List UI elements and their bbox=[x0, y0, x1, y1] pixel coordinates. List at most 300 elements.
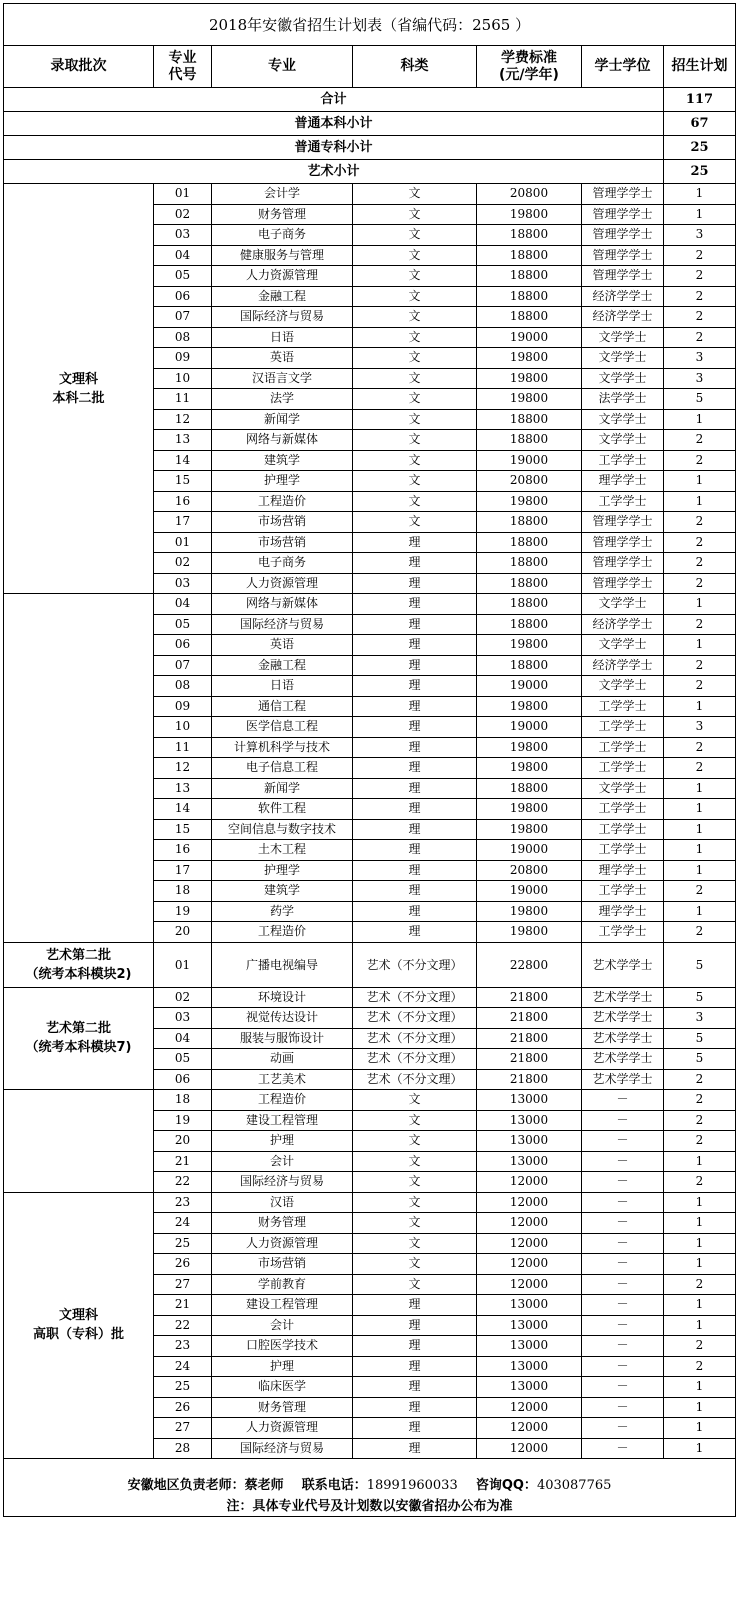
subject-type-cell: 艺术（不分文理） bbox=[353, 1070, 477, 1091]
plan-count-cell: 1 bbox=[664, 1193, 735, 1214]
degree-cell: － bbox=[582, 1316, 664, 1337]
tuition-cell: 19800 bbox=[477, 799, 582, 820]
major-name-cell: 电子信息工程 bbox=[212, 758, 353, 779]
degree-cell: － bbox=[582, 1254, 664, 1275]
tuition-cell: 13000 bbox=[477, 1131, 582, 1152]
major-name-cell: 动画 bbox=[212, 1049, 353, 1070]
tuition-cell: 20800 bbox=[477, 184, 582, 205]
degree-cell: 工学学士 bbox=[582, 738, 664, 759]
subject-type-cell: 理 bbox=[353, 1357, 477, 1378]
plan-count-cell: 1 bbox=[664, 492, 735, 513]
major-name-cell: 电子商务 bbox=[212, 225, 353, 246]
degree-cell: － bbox=[582, 1439, 664, 1460]
major-code-cell: 17 bbox=[154, 861, 212, 882]
degree-cell: 工学学士 bbox=[582, 697, 664, 718]
tuition-cell: 13000 bbox=[477, 1152, 582, 1173]
major-name-cell: 工艺美术 bbox=[212, 1070, 353, 1091]
subject-type-cell: 理 bbox=[353, 553, 477, 574]
major-code-cell: 24 bbox=[154, 1213, 212, 1234]
subject-type-cell: 理 bbox=[353, 840, 477, 861]
major-code-cell: 03 bbox=[154, 574, 212, 595]
major-code-cell: 16 bbox=[154, 492, 212, 513]
degree-cell: － bbox=[582, 1357, 664, 1378]
major-code-cell: 04 bbox=[154, 246, 212, 267]
plan-count-cell: 3 bbox=[664, 225, 735, 246]
major-code-cell: 02 bbox=[154, 988, 212, 1009]
tuition-cell: 12000 bbox=[477, 1193, 582, 1214]
subject-type-cell: 文 bbox=[353, 512, 477, 533]
subject-type-cell: 理 bbox=[353, 881, 477, 902]
tuition-cell: 18800 bbox=[477, 656, 582, 677]
plan-count-cell: 3 bbox=[664, 348, 735, 369]
degree-cell: 法学学士 bbox=[582, 389, 664, 410]
tuition-cell: 12000 bbox=[477, 1275, 582, 1296]
major-code-cell: 01 bbox=[154, 533, 212, 554]
major-name-cell: 电子商务 bbox=[212, 553, 353, 574]
degree-cell: 管理学学士 bbox=[582, 205, 664, 226]
subject-type-cell: 文 bbox=[353, 471, 477, 492]
batch-cell: 艺术第二批 （统考本科模块2) bbox=[4, 943, 154, 988]
plan-count-cell: 2 bbox=[664, 676, 735, 697]
header-degree: 学士学位 bbox=[582, 46, 664, 88]
header-major: 专业 bbox=[212, 46, 353, 88]
subject-type-cell: 文 bbox=[353, 389, 477, 410]
tuition-cell: 19800 bbox=[477, 697, 582, 718]
subject-type-cell: 艺术（不分文理） bbox=[353, 988, 477, 1009]
subject-type-cell: 文 bbox=[353, 266, 477, 287]
major-code-cell: 28 bbox=[154, 1439, 212, 1460]
subject-type-cell: 理 bbox=[353, 1398, 477, 1419]
subject-type-cell: 文 bbox=[353, 1090, 477, 1111]
major-code-cell: 04 bbox=[154, 1029, 212, 1050]
batch-cell bbox=[4, 1090, 154, 1193]
degree-cell: － bbox=[582, 1131, 664, 1152]
major-name-cell: 工程造价 bbox=[212, 492, 353, 513]
tuition-cell: 19000 bbox=[477, 451, 582, 472]
admission-plan-table bbox=[3, 3, 736, 1517]
major-code-cell: 21 bbox=[154, 1295, 212, 1316]
plan-count-cell: 1 bbox=[664, 779, 735, 800]
tuition-cell: 19800 bbox=[477, 369, 582, 390]
summary-total bbox=[4, 88, 735, 112]
major-code-cell: 02 bbox=[154, 553, 212, 574]
subject-type-cell: 理 bbox=[353, 697, 477, 718]
degree-cell: 管理学学士 bbox=[582, 266, 664, 287]
major-name-cell: 空间信息与数字技术 bbox=[212, 820, 353, 841]
major-code-cell: 07 bbox=[154, 656, 212, 677]
major-code-cell: 25 bbox=[154, 1234, 212, 1255]
subject-type-cell: 文 bbox=[353, 1213, 477, 1234]
tuition-cell: 19800 bbox=[477, 205, 582, 226]
degree-cell: － bbox=[582, 1336, 664, 1357]
major-name-cell: 汉语 bbox=[212, 1193, 353, 1214]
major-code-cell: 27 bbox=[154, 1418, 212, 1439]
degree-cell: 艺术学学士 bbox=[582, 1070, 664, 1091]
batch-cell bbox=[4, 594, 154, 943]
subject-type-cell: 文 bbox=[353, 287, 477, 308]
tuition-cell: 13000 bbox=[477, 1357, 582, 1378]
tuition-cell: 19800 bbox=[477, 758, 582, 779]
tuition-cell: 18800 bbox=[477, 225, 582, 246]
plan-count-cell: 2 bbox=[664, 246, 735, 267]
major-name-cell: 通信工程 bbox=[212, 697, 353, 718]
plan-count-cell: 1 bbox=[664, 594, 735, 615]
degree-cell: 工学学士 bbox=[582, 799, 664, 820]
major-code-cell: 12 bbox=[154, 410, 212, 431]
major-name-cell: 日语 bbox=[212, 676, 353, 697]
plan-count-cell: 1 bbox=[664, 184, 735, 205]
summary-label: 合计 bbox=[4, 88, 664, 111]
degree-cell: 艺术学学士 bbox=[582, 1049, 664, 1070]
plan-count-cell: 2 bbox=[664, 922, 735, 943]
major-name-cell: 建筑学 bbox=[212, 451, 353, 472]
plan-count-cell: 2 bbox=[664, 1111, 735, 1132]
major-code-cell: 20 bbox=[154, 1131, 212, 1152]
major-code-cell: 09 bbox=[154, 348, 212, 369]
subject-type-cell: 理 bbox=[353, 738, 477, 759]
major-name-cell: 建设工程管理 bbox=[212, 1295, 353, 1316]
tuition-cell: 13000 bbox=[477, 1111, 582, 1132]
plan-count-cell: 1 bbox=[664, 205, 735, 226]
major-name-cell: 临床医学 bbox=[212, 1377, 353, 1398]
plan-count-cell: 1 bbox=[664, 799, 735, 820]
qq-number: 403087765 bbox=[536, 1478, 612, 1493]
plan-count-cell: 2 bbox=[664, 328, 735, 349]
degree-cell: － bbox=[582, 1111, 664, 1132]
plan-count-cell: 2 bbox=[664, 881, 735, 902]
tuition-cell: 18800 bbox=[477, 307, 582, 328]
subject-type-cell: 文 bbox=[353, 1234, 477, 1255]
tuition-cell: 18800 bbox=[477, 430, 582, 451]
subject-type-cell: 文 bbox=[353, 225, 477, 246]
tuition-cell: 13000 bbox=[477, 1377, 582, 1398]
degree-cell: － bbox=[582, 1090, 664, 1111]
major-name-cell: 国际经济与贸易 bbox=[212, 1172, 353, 1193]
degree-cell: 文学学士 bbox=[582, 635, 664, 656]
major-code-cell: 10 bbox=[154, 717, 212, 738]
degree-cell: 工学学士 bbox=[582, 758, 664, 779]
major-code-cell: 15 bbox=[154, 820, 212, 841]
plan-count-cell: 2 bbox=[664, 1336, 735, 1357]
major-name-cell: 财务管理 bbox=[212, 1213, 353, 1234]
subject-type-cell: 文 bbox=[353, 492, 477, 513]
major-name-cell: 市场营销 bbox=[212, 533, 353, 554]
major-code-cell: 06 bbox=[154, 635, 212, 656]
major-code-cell: 04 bbox=[154, 594, 212, 615]
tuition-cell: 19800 bbox=[477, 492, 582, 513]
tuition-cell: 19800 bbox=[477, 902, 582, 923]
major-code-cell: 21 bbox=[154, 1152, 212, 1173]
major-name-cell: 市场营销 bbox=[212, 512, 353, 533]
tuition-cell: 12000 bbox=[477, 1172, 582, 1193]
plan-count-cell: 2 bbox=[664, 451, 735, 472]
major-name-cell: 工程造价 bbox=[212, 922, 353, 943]
tuition-cell: 13000 bbox=[477, 1336, 582, 1357]
major-code-cell: 20 bbox=[154, 922, 212, 943]
contact-footer bbox=[4, 1467, 735, 1516]
major-name-cell: 广播电视编导 bbox=[212, 943, 353, 988]
plan-count-cell: 1 bbox=[664, 1295, 735, 1316]
degree-cell: 工学学士 bbox=[582, 840, 664, 861]
teacher-label: 安徽地区负责老师：蔡老师 bbox=[127, 1478, 284, 1493]
major-code-cell: 25 bbox=[154, 1377, 212, 1398]
summary-value: 117 bbox=[685, 92, 714, 107]
plan-count-cell: 1 bbox=[664, 1316, 735, 1337]
subject-type-cell: 理 bbox=[353, 656, 477, 677]
header-plan: 招生计划 bbox=[664, 46, 735, 88]
tuition-cell: 19800 bbox=[477, 738, 582, 759]
plan-count-cell: 1 bbox=[664, 861, 735, 882]
footer-note: 注：具体专业代号及计划数以安徽省招办公布为准 bbox=[226, 1499, 513, 1514]
qq-label: 咨询QQ： bbox=[475, 1478, 537, 1493]
degree-cell: 经济学学士 bbox=[582, 287, 664, 308]
major-code-cell: 24 bbox=[154, 1357, 212, 1378]
subject-type-cell: 理 bbox=[353, 533, 477, 554]
subject-type-cell: 理 bbox=[353, 820, 477, 841]
major-name-cell: 人力资源管理 bbox=[212, 1234, 353, 1255]
plan-count-cell: 2 bbox=[664, 615, 735, 636]
subject-type-cell: 文 bbox=[353, 1152, 477, 1173]
degree-cell: 工学学士 bbox=[582, 820, 664, 841]
major-code-cell: 19 bbox=[154, 1111, 212, 1132]
degree-cell: － bbox=[582, 1193, 664, 1214]
tuition-cell: 18800 bbox=[477, 533, 582, 554]
plan-count-cell: 2 bbox=[664, 533, 735, 554]
tuition-cell: 12000 bbox=[477, 1439, 582, 1460]
tuition-cell: 18800 bbox=[477, 512, 582, 533]
contact-line bbox=[4, 1474, 735, 1493]
major-name-cell: 会计 bbox=[212, 1316, 353, 1337]
plan-count-cell: 3 bbox=[664, 717, 735, 738]
tuition-cell: 12000 bbox=[477, 1418, 582, 1439]
major-code-cell: 15 bbox=[154, 471, 212, 492]
plan-count-cell: 2 bbox=[664, 574, 735, 595]
major-code-cell: 16 bbox=[154, 840, 212, 861]
degree-cell: 管理学学士 bbox=[582, 184, 664, 205]
batch-cell: 艺术第二批 （统考本科模块7) bbox=[4, 988, 154, 1091]
major-code-cell: 12 bbox=[154, 758, 212, 779]
subject-type-cell: 艺术（不分文理） bbox=[353, 943, 477, 988]
major-code-cell: 26 bbox=[154, 1398, 212, 1419]
subject-type-cell: 理 bbox=[353, 1295, 477, 1316]
major-code-cell: 01 bbox=[154, 184, 212, 205]
phone-label: 联系电话： bbox=[301, 1478, 367, 1493]
major-name-cell: 药学 bbox=[212, 902, 353, 923]
summary-art bbox=[4, 160, 735, 184]
major-name-cell: 网络与新媒体 bbox=[212, 430, 353, 451]
subject-type-cell: 理 bbox=[353, 594, 477, 615]
tuition-cell: 12000 bbox=[477, 1398, 582, 1419]
degree-cell: － bbox=[582, 1234, 664, 1255]
major-name-cell: 财务管理 bbox=[212, 1398, 353, 1419]
major-name-cell: 土木工程 bbox=[212, 840, 353, 861]
plan-count-cell: 1 bbox=[664, 697, 735, 718]
tuition-cell: 21800 bbox=[477, 1029, 582, 1050]
subject-type-cell: 理 bbox=[353, 1336, 477, 1357]
tuition-cell: 18800 bbox=[477, 615, 582, 636]
major-name-cell: 医学信息工程 bbox=[212, 717, 353, 738]
major-name-cell: 健康服务与管理 bbox=[212, 246, 353, 267]
subject-type-cell: 理 bbox=[353, 1439, 477, 1460]
major-name-cell: 会计 bbox=[212, 1152, 353, 1173]
major-name-cell: 法学 bbox=[212, 389, 353, 410]
subject-type-cell: 理 bbox=[353, 717, 477, 738]
major-name-cell: 金融工程 bbox=[212, 287, 353, 308]
major-name-cell: 软件工程 bbox=[212, 799, 353, 820]
major-name-cell: 人力资源管理 bbox=[212, 266, 353, 287]
major-code-cell: 17 bbox=[154, 512, 212, 533]
degree-cell: 艺术学学士 bbox=[582, 1029, 664, 1050]
tuition-cell: 21800 bbox=[477, 1070, 582, 1091]
plan-count-cell: 2 bbox=[664, 266, 735, 287]
degree-cell: 管理学学士 bbox=[582, 574, 664, 595]
tuition-cell: 13000 bbox=[477, 1316, 582, 1337]
major-name-cell: 网络与新媒体 bbox=[212, 594, 353, 615]
summary-label: 普通本科小计 bbox=[4, 112, 664, 135]
major-code-cell: 14 bbox=[154, 799, 212, 820]
degree-cell: － bbox=[582, 1295, 664, 1316]
header-batch: 录取批次 bbox=[4, 46, 154, 88]
degree-cell: 文学学士 bbox=[582, 430, 664, 451]
major-name-cell: 建筑学 bbox=[212, 881, 353, 902]
plan-count-cell: 1 bbox=[664, 1377, 735, 1398]
subject-type-cell: 文 bbox=[353, 410, 477, 431]
plan-count-cell: 2 bbox=[664, 656, 735, 677]
degree-cell: 管理学学士 bbox=[582, 533, 664, 554]
subject-type-cell: 文 bbox=[353, 328, 477, 349]
subject-type-cell: 理 bbox=[353, 574, 477, 595]
plan-count-cell: 2 bbox=[664, 1275, 735, 1296]
tuition-cell: 19000 bbox=[477, 840, 582, 861]
summary-college bbox=[4, 136, 735, 160]
plan-count-cell: 2 bbox=[664, 758, 735, 779]
plan-count-cell: 2 bbox=[664, 1131, 735, 1152]
major-code-cell: 06 bbox=[154, 1070, 212, 1091]
summary-label: 普通专科小计 bbox=[4, 136, 664, 159]
tuition-cell: 18800 bbox=[477, 287, 582, 308]
major-code-cell: 05 bbox=[154, 615, 212, 636]
degree-cell: 工学学士 bbox=[582, 717, 664, 738]
major-code-cell: 06 bbox=[154, 287, 212, 308]
degree-cell: － bbox=[582, 1377, 664, 1398]
summary-value: 25 bbox=[690, 140, 709, 155]
major-name-cell: 视觉传达设计 bbox=[212, 1008, 353, 1029]
subject-type-cell: 艺术（不分文理） bbox=[353, 1029, 477, 1050]
tuition-cell: 12000 bbox=[477, 1234, 582, 1255]
major-name-cell: 新闻学 bbox=[212, 779, 353, 800]
major-name-cell: 英语 bbox=[212, 635, 353, 656]
subject-type-cell: 文 bbox=[353, 430, 477, 451]
major-name-cell: 护理 bbox=[212, 1131, 353, 1152]
subject-type-cell: 理 bbox=[353, 1418, 477, 1439]
degree-cell: 工学学士 bbox=[582, 451, 664, 472]
major-name-cell: 服装与服饰设计 bbox=[212, 1029, 353, 1050]
major-code-cell: 11 bbox=[154, 389, 212, 410]
tuition-cell: 18800 bbox=[477, 246, 582, 267]
plan-count-cell: 1 bbox=[664, 820, 735, 841]
plan-count-cell: 5 bbox=[664, 1029, 735, 1050]
tuition-cell: 12000 bbox=[477, 1254, 582, 1275]
subject-type-cell: 文 bbox=[353, 1275, 477, 1296]
subject-type-cell: 文 bbox=[353, 1131, 477, 1152]
plan-count-cell: 1 bbox=[664, 840, 735, 861]
tuition-cell: 18800 bbox=[477, 594, 582, 615]
major-name-cell: 人力资源管理 bbox=[212, 574, 353, 595]
degree-cell: 文学学士 bbox=[582, 779, 664, 800]
major-name-cell: 汉语言文学 bbox=[212, 369, 353, 390]
batch-cell: 文理科 高职（专科）批 bbox=[4, 1193, 154, 1460]
subject-type-cell: 理 bbox=[353, 861, 477, 882]
degree-cell: 工学学士 bbox=[582, 492, 664, 513]
major-name-cell: 人力资源管理 bbox=[212, 1418, 353, 1439]
plan-count-cell: 2 bbox=[664, 512, 735, 533]
tuition-cell: 19800 bbox=[477, 389, 582, 410]
degree-cell: － bbox=[582, 1213, 664, 1234]
tuition-cell: 19000 bbox=[477, 717, 582, 738]
major-code-cell: 23 bbox=[154, 1193, 212, 1214]
major-code-cell: 03 bbox=[154, 225, 212, 246]
major-code-cell: 14 bbox=[154, 451, 212, 472]
major-code-cell: 18 bbox=[154, 1090, 212, 1111]
degree-cell: 文学学士 bbox=[582, 594, 664, 615]
plan-count-cell: 1 bbox=[664, 1398, 735, 1419]
tuition-cell: 13000 bbox=[477, 1295, 582, 1316]
subject-type-cell: 理 bbox=[353, 1316, 477, 1337]
tuition-cell: 19000 bbox=[477, 881, 582, 902]
summary-label: 艺术小计 bbox=[4, 160, 664, 183]
table-title: 2018年安徽省招生计划表（省编代码：2565 ） bbox=[4, 4, 735, 46]
plan-count-cell: 2 bbox=[664, 1357, 735, 1378]
plan-count-cell: 3 bbox=[664, 369, 735, 390]
tuition-cell: 20800 bbox=[477, 861, 582, 882]
tuition-cell: 19800 bbox=[477, 348, 582, 369]
subject-type-cell: 文 bbox=[353, 307, 477, 328]
subject-type-cell: 文 bbox=[353, 369, 477, 390]
tuition-cell: 18800 bbox=[477, 266, 582, 287]
major-code-cell: 26 bbox=[154, 1254, 212, 1275]
degree-cell: － bbox=[582, 1418, 664, 1439]
degree-cell: 文学学士 bbox=[582, 369, 664, 390]
major-code-cell: 07 bbox=[154, 307, 212, 328]
major-code-cell: 13 bbox=[154, 430, 212, 451]
tuition-cell: 21800 bbox=[477, 1049, 582, 1070]
header-tuition: 学费标准 (元/学年) bbox=[477, 46, 582, 88]
major-name-cell: 财务管理 bbox=[212, 205, 353, 226]
major-name-cell: 计算机科学与技术 bbox=[212, 738, 353, 759]
major-name-cell: 市场营销 bbox=[212, 1254, 353, 1275]
summary-value: 67 bbox=[690, 116, 709, 131]
subject-type-cell: 理 bbox=[353, 902, 477, 923]
degree-cell: 经济学学士 bbox=[582, 656, 664, 677]
plan-count-cell: 1 bbox=[664, 410, 735, 431]
degree-cell: 管理学学士 bbox=[582, 225, 664, 246]
degree-cell: － bbox=[582, 1172, 664, 1193]
major-code-cell: 11 bbox=[154, 738, 212, 759]
header-subject: 科类 bbox=[353, 46, 477, 88]
degree-cell: 文学学士 bbox=[582, 676, 664, 697]
plan-count-cell: 2 bbox=[664, 738, 735, 759]
subject-type-cell: 文 bbox=[353, 1193, 477, 1214]
subject-type-cell: 文 bbox=[353, 246, 477, 267]
degree-cell: 工学学士 bbox=[582, 881, 664, 902]
plan-count-cell: 1 bbox=[664, 1213, 735, 1234]
subject-type-cell: 文 bbox=[353, 1172, 477, 1193]
summary-value: 25 bbox=[690, 164, 709, 179]
major-name-cell: 口腔医学技术 bbox=[212, 1336, 353, 1357]
summary-undergrad bbox=[4, 112, 735, 136]
subject-type-cell: 理 bbox=[353, 1377, 477, 1398]
degree-cell: 经济学学士 bbox=[582, 307, 664, 328]
